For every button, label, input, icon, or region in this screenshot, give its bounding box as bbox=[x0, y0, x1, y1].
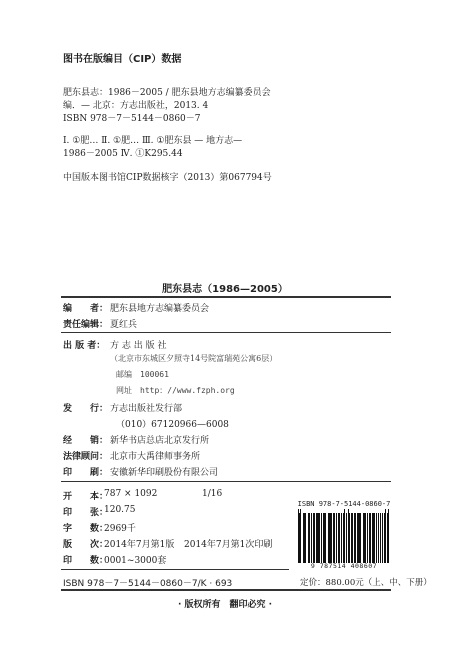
isbn-barcode bbox=[296, 500, 392, 570]
publisher-label: 出 版 者： bbox=[63, 341, 106, 351]
barcode-bar bbox=[373, 513, 374, 563]
barcode-bar bbox=[330, 513, 331, 563]
cip-line-3: ISBN 978－7－5144－0860－7 bbox=[63, 114, 201, 124]
issue-phone: （010）67120966—6008 bbox=[116, 420, 229, 430]
barcode-bar bbox=[305, 513, 306, 563]
resp-editor-label: 责任编辑： bbox=[63, 320, 109, 330]
copyright-notice: · 版权所有 翻印必究 · bbox=[177, 600, 273, 610]
issue-value: 方志出版社发行部 bbox=[110, 404, 183, 414]
sheets-value: 120.75 bbox=[104, 505, 136, 515]
edition-value: 2014年7月第1版 bbox=[104, 540, 175, 550]
cip-line-2: 编．— 北京：方志出版社，2013. 4 bbox=[63, 101, 209, 111]
copies-value: 0001~3000套 bbox=[104, 556, 167, 566]
cip-line-6: 中国版本图书馆CIP数据核字（2013）第067794号 bbox=[63, 173, 272, 183]
sheets-label: 印 张： bbox=[63, 508, 109, 518]
barcode-bar bbox=[378, 513, 379, 563]
cip-heading: 图书在版编目（CIP）数据 bbox=[63, 54, 182, 65]
format-value: 787 × 1092 bbox=[104, 489, 158, 499]
editor-value: 肥东县地方志编纂委员会 bbox=[110, 304, 210, 314]
divider-credits bbox=[61, 332, 391, 333]
editor-label: 编 者： bbox=[63, 304, 109, 314]
sales-label: 经 销： bbox=[63, 436, 109, 446]
printing-value: 2014年7月第1次印刷 bbox=[184, 540, 273, 550]
divider-specs bbox=[61, 569, 289, 570]
barcode-bar bbox=[369, 513, 370, 563]
barcode-bar bbox=[339, 513, 340, 563]
book-title: 肥东县志（1986—2005） bbox=[162, 284, 288, 295]
issue-label: 发 行： bbox=[63, 404, 109, 414]
barcode-isbn-text: ISBN 978-7-5144-0860-7 bbox=[297, 500, 391, 508]
cip-line-4: Ⅰ. ①肥… Ⅱ. ①肥… Ⅲ. ①肥东县 — 地方志— bbox=[63, 136, 243, 146]
format-label: 开 本： bbox=[63, 492, 109, 502]
publisher-website: 网址 http：//www.fzph.org bbox=[116, 386, 235, 395]
barcode-bar bbox=[300, 509, 301, 563]
divider-bottom bbox=[61, 589, 391, 591]
cip-line-1: 肥东县志：1986－2005 / 肥东县地方志编纂委员会 bbox=[63, 88, 271, 98]
print-label: 印 刷： bbox=[63, 468, 109, 478]
legal-value: 北京市大禹律师事务所 bbox=[110, 452, 201, 462]
divider-distribution bbox=[61, 481, 391, 482]
cip-line-5: 1986－2005 Ⅳ. ①K295.44 bbox=[63, 149, 183, 159]
barcode-bars bbox=[298, 509, 390, 563]
barcode-digits: 9 787514 408607 bbox=[310, 562, 378, 570]
words-value: 2969千 bbox=[104, 524, 136, 534]
barcode-bar bbox=[309, 513, 310, 563]
publisher-postcode: 邮编 100061 bbox=[116, 370, 169, 379]
publisher-address: （北京市东城区夕照寺14号院富瑞苑公寓6层） bbox=[110, 354, 278, 363]
barcode-bar bbox=[311, 513, 312, 563]
barcode-bar bbox=[325, 513, 326, 563]
isbn-full: ISBN 978－7－5144－0860－7/K · 693 bbox=[63, 579, 233, 589]
sales-value: 新华书店总店北京发行所 bbox=[110, 436, 210, 446]
words-label: 字 数： bbox=[63, 524, 109, 534]
divider-top bbox=[61, 296, 391, 298]
resp-editor-value: 夏红兵 bbox=[110, 320, 138, 330]
legal-label: 法律顾问： bbox=[63, 452, 109, 462]
format-ratio: 1/16 bbox=[202, 489, 223, 499]
copies-label: 印 数： bbox=[63, 556, 109, 566]
print-value: 安徽新华印刷股份有限公司 bbox=[110, 468, 219, 478]
edition-label: 版 次： bbox=[63, 540, 109, 550]
publisher-name: 方 志 出 版 社 bbox=[110, 341, 167, 351]
barcode-bar bbox=[360, 513, 361, 563]
price: 定价：880.00元（上、中、下册） bbox=[300, 578, 432, 588]
